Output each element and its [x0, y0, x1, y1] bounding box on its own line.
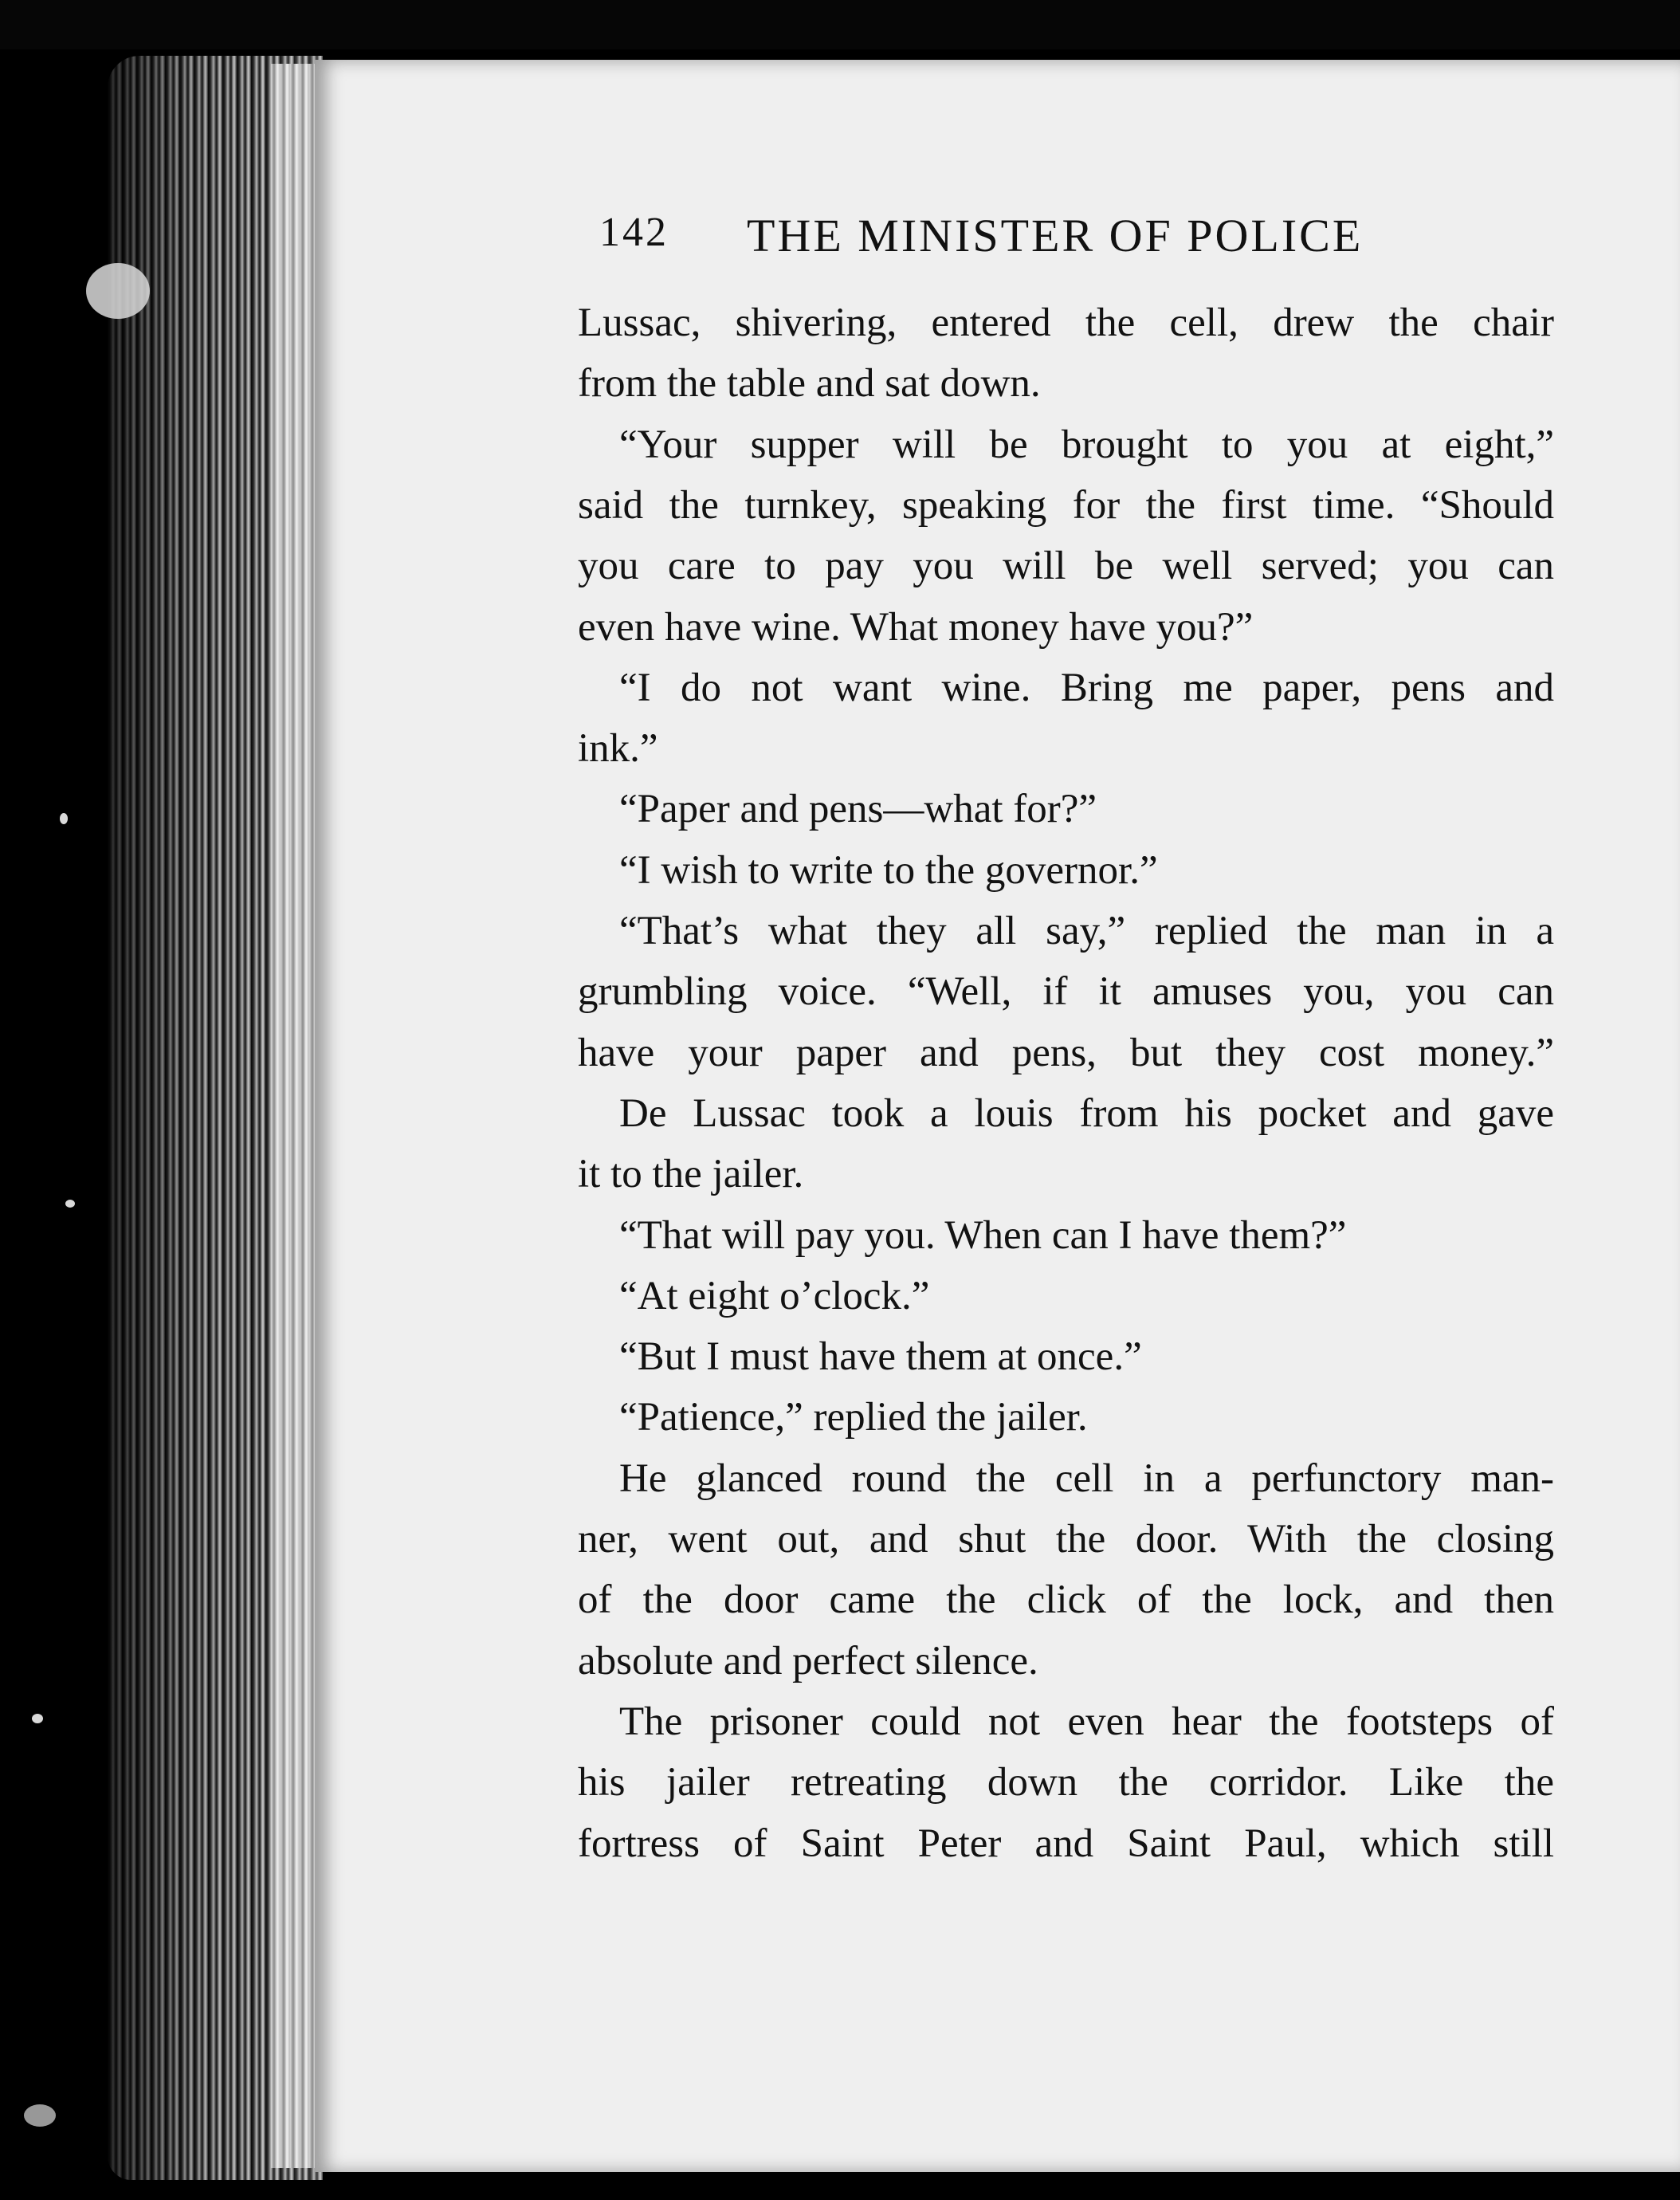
dust-speck [86, 263, 150, 319]
text-line: grumbling voice. “Well, if it amuses you, you can [578, 969, 1554, 1015]
scan-top-margin [0, 0, 1680, 49]
text-line: The prisoner could not even hear the footsteps of [619, 1699, 1554, 1744]
dust-speck [60, 813, 68, 824]
text-line: his jailer retreating down the corridor. Like the [578, 1760, 1554, 1805]
running-head [599, 209, 1412, 265]
dust-speck [65, 1200, 75, 1208]
dust-speck [24, 2104, 56, 2127]
running-title: THE MINISTER OF POLICE [747, 210, 1364, 261]
text-line: fortress of Saint Peter and Saint Paul, which still [578, 1821, 1554, 1866]
text-line: ner, went out, and shut the door. With the closing [578, 1517, 1554, 1562]
text-line: ink.” [578, 726, 658, 772]
text-line: “I wish to write to the governor.” [619, 847, 1158, 893]
text-line: “That’s what they all say,” replied the man in a [619, 909, 1554, 953]
text-line: from the table and sat down. [578, 361, 1041, 407]
text-line: said the turnkey, speaking for the first time. “Should [578, 482, 1554, 528]
text-line: have your paper and pens, but they cost money.” [578, 1030, 1554, 1075]
text-line: “At eight o’clock.” [619, 1273, 930, 1318]
text-line: “I do not want wine. Bring me paper, pens and [619, 665, 1554, 710]
text-line: even have wine. What money have you?” [578, 604, 1254, 650]
text-line: absolute and perfect silence. [578, 1638, 1038, 1683]
text-line: “But I must have them at once.” [619, 1334, 1142, 1380]
text-line: Lussac, shivering, entered the cell, drew the chair [578, 301, 1554, 345]
page-number: 142 [599, 210, 669, 255]
text-line: “That will pay you. When can I have them?” [619, 1212, 1347, 1258]
text-line: “Patience,” replied the jailer. [619, 1395, 1088, 1440]
text-line: of the door came the click of the lock, and then [578, 1577, 1554, 1623]
dust-speck [32, 1714, 43, 1723]
inner-page-gutter [271, 64, 319, 2168]
text-line: “Your supper will be brought to you at eight,” [619, 422, 1554, 467]
text-line: you care to pay you will be well served; you can [578, 544, 1554, 589]
text-line: He glanced round the cell in a perfunctory man- [619, 1456, 1554, 1501]
text-line: “Paper and pens—what for?” [619, 787, 1097, 832]
text-line: it to the jailer. [578, 1152, 804, 1197]
text-line: De Lussac took a louis from his pocket and gave [619, 1090, 1554, 1136]
